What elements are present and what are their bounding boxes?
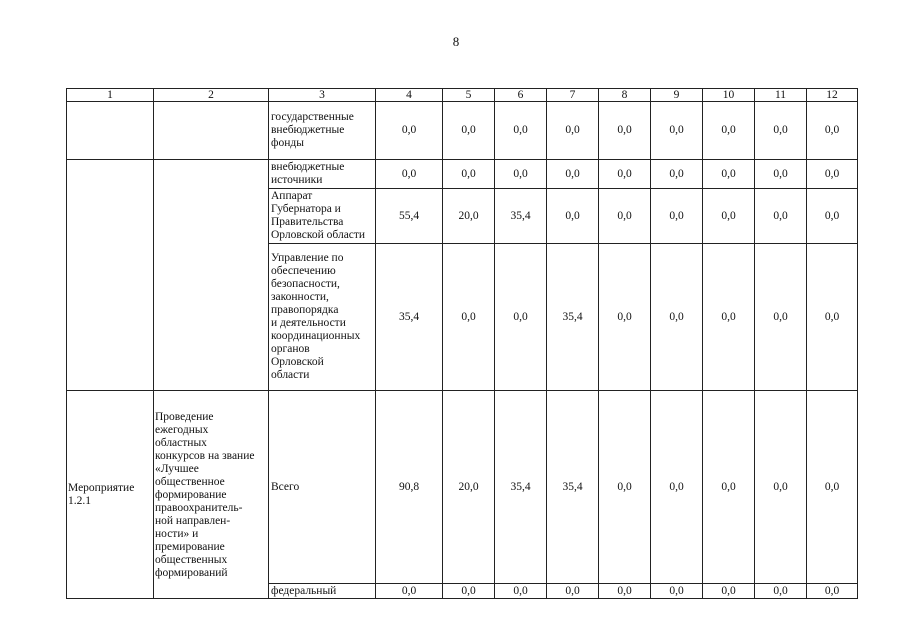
value-cell: 0,0 — [651, 584, 703, 599]
value-cell: 0,0 — [599, 244, 651, 391]
header-cell: 4 — [376, 89, 443, 102]
value-cell: 0,0 — [807, 584, 858, 599]
header-cell: 8 — [599, 89, 651, 102]
value-cell: 0,0 — [807, 244, 858, 391]
measure-cell — [67, 102, 154, 160]
value-cell: 0,0 — [807, 102, 858, 160]
table-row — [67, 160, 858, 189]
value-cell: 0,0 — [599, 160, 651, 189]
budget-table — [66, 88, 858, 599]
header-cell: 3 — [269, 89, 376, 102]
measure-description: Проведение ежегодных областных конкурсов на звание «Лучшее общественное формирование правоохранитель- ной направлен- ности» и премирование общественных формирований — [155, 410, 255, 579]
table-row — [67, 391, 858, 584]
value-cell: 0,0 — [703, 102, 755, 160]
header-cell: 12 — [807, 89, 858, 102]
header-cell: 10 — [703, 89, 755, 102]
funding-source-cell: Аппарат Губернатора и Правительства Орловской области — [269, 189, 376, 244]
value-cell: 35,4 — [547, 244, 599, 391]
value-cell: 90,8 — [376, 391, 443, 584]
value-cell: 0,0 — [703, 584, 755, 599]
header-row — [67, 89, 858, 102]
value-cell: 0,0 — [703, 160, 755, 189]
value-cell: 0,0 — [443, 584, 495, 599]
value-cell: 0,0 — [651, 391, 703, 584]
value-cell: 0,0 — [807, 391, 858, 584]
funding-source-cell: федеральный — [269, 584, 376, 599]
page-number: 8 — [452, 34, 460, 49]
header-cell: 6 — [495, 89, 547, 102]
value-cell: 0,0 — [755, 584, 807, 599]
value-cell: 0,0 — [755, 391, 807, 584]
value-cell: 0,0 — [443, 244, 495, 391]
value-cell: 35,4 — [495, 189, 547, 244]
value-cell: 0,0 — [547, 160, 599, 189]
value-cell: 0,0 — [755, 244, 807, 391]
value-cell: 35,4 — [547, 391, 599, 584]
value-cell: 0,0 — [599, 391, 651, 584]
funding-source-cell: государственные внебюджетные фонды — [269, 102, 376, 160]
header-cell: 11 — [755, 89, 807, 102]
value-cell: 0,0 — [651, 244, 703, 391]
value-cell: 0,0 — [755, 189, 807, 244]
value-cell: 35,4 — [376, 244, 443, 391]
value-cell: 0,0 — [651, 160, 703, 189]
value-cell: 0,0 — [443, 160, 495, 189]
value-cell: 20,0 — [443, 189, 495, 244]
header-cell: 1 — [67, 89, 154, 102]
description-cell — [154, 102, 269, 160]
value-cell: 0,0 — [703, 391, 755, 584]
value-cell: 0,0 — [495, 102, 547, 160]
value-cell: 0,0 — [495, 244, 547, 391]
header-cell: 2 — [154, 89, 269, 102]
description-cell — [154, 391, 269, 599]
value-cell: 0,0 — [651, 189, 703, 244]
header-cell: 7 — [547, 89, 599, 102]
value-cell: 0,0 — [547, 189, 599, 244]
measure-cell — [67, 391, 154, 599]
header-cell: 9 — [651, 89, 703, 102]
header-cell: 5 — [443, 89, 495, 102]
value-cell: 0,0 — [755, 102, 807, 160]
value-cell: 0,0 — [376, 160, 443, 189]
funding-source-cell: внебюджетные источники — [269, 160, 376, 189]
value-cell: 0,0 — [547, 584, 599, 599]
value-cell: 0,0 — [755, 160, 807, 189]
value-cell: 0,0 — [703, 244, 755, 391]
value-cell: 0,0 — [599, 584, 651, 599]
value-cell: 0,0 — [495, 160, 547, 189]
measure-cell — [67, 160, 154, 391]
value-cell: 0,0 — [495, 584, 547, 599]
value-cell: 0,0 — [599, 189, 651, 244]
value-cell: 0,0 — [599, 102, 651, 160]
value-cell: 0,0 — [651, 102, 703, 160]
value-cell: 20,0 — [443, 391, 495, 584]
value-cell: 35,4 — [495, 391, 547, 584]
funding-source-cell: Всего — [269, 391, 376, 584]
funding-source-cell: Управление по обеспечению безопасности, законности, правопорядка и деятельности координационных органов Орловской области — [269, 244, 376, 391]
value-cell: 0,0 — [376, 584, 443, 599]
value-cell: 0,0 — [703, 189, 755, 244]
value-cell: 55,4 — [376, 189, 443, 244]
value-cell: 0,0 — [376, 102, 443, 160]
description-cell — [154, 160, 269, 391]
value-cell: 0,0 — [807, 160, 858, 189]
measure-label: Мероприятие 1.2.1 — [68, 482, 135, 507]
value-cell: 0,0 — [807, 189, 858, 244]
table-row — [67, 102, 858, 160]
value-cell: 0,0 — [547, 102, 599, 160]
value-cell: 0,0 — [443, 102, 495, 160]
